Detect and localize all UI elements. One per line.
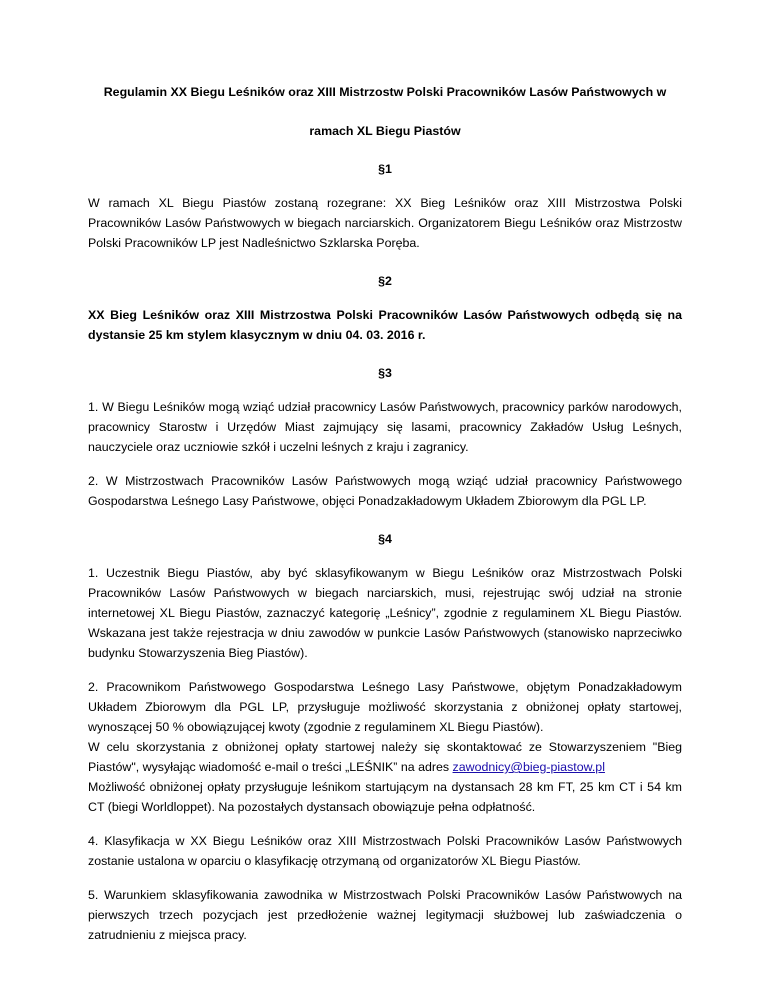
section-4-paragraph-1: 1. Uczestnik Biegu Piastów, aby być sklasyfikowanym w Biegu Leśników oraz Mistrzostwach Polski Pracowników Lasów Państwowych w biegach narciarskich, musi, rejestrując swój udział na stronie internetowej XL Biegu Piastów, zaznaczyć kategorię „Leśnicy”, zgodnie z regulaminem XL Biegu Piastów. Wskazana jest także rejestracja w dniu zawodów w punkcie Lasów Państwowych (stanowisko naprzeciwko budynku Stowarzyszenia Bieg Piastów). [88, 566, 682, 660]
section-2-paragraph: XX Bieg Leśników oraz XIII Mistrzostwa Polski Pracowników Lasów Państwowych odbędą się na dystansie 25 km stylem klasycznym w dniu 04. 03. 2016 r. [88, 308, 682, 342]
section-1-paragraph: W ramach XL Biegu Piastów zostaną rozegrane: XX Bieg Leśników oraz XIII Mistrzostwa Polski Pracowników Lasów Państwowych w biegach narciarskich. Organizatorem Biegu Leśników oraz Mistrzostw Polski Pracowników LP jest Nadleśnictwo Szklarska Poręba. [88, 196, 682, 250]
section-4-paragraph-2-part-b: W celu skorzystania z obniżonej opłaty startowej należy się skontaktować ze Stowarzyszeniem "Bieg Piastów", wysyłając wiadomość e-mail o treści „LEŚNIK” na adres [88, 740, 682, 774]
document-title-line-1: Regulamin XX Biegu Leśników oraz XIII Mistrzostw Polski Pracowników Lasów Państwowych w [103, 85, 667, 99]
section-4-paragraph-2 [88, 677, 682, 817]
document-title-line-2: ramach XL Biegu Piastów [309, 124, 461, 138]
section-4-paragraph-2-part-c: Możliwość obniżonej opłaty przysługuje leśnikom startującym na dystansach 28 km FT, 25 km CT i 54 km CT (biegi Worldloppet). Na pozostałych dystansach obowiązuje pełna odpłatność. [88, 780, 682, 814]
section-3-paragraph-2: 2. W Mistrzostwach Pracowników Lasów Państwowych mogą wziąć udział pracownicy Państwowego Gospodarstwa Leśnego Lasy Państwowe, objęci Ponadzakładowym Układem Zbiorowym dla PGL LP. [88, 474, 682, 508]
section-mark-2: §2 [378, 274, 392, 288]
section-mark-4: §4 [378, 532, 392, 546]
email-link[interactable]: zawodnicy@bieg-piastow.pl [452, 760, 605, 774]
section-mark-3: §3 [378, 366, 392, 380]
section-4-paragraph-2-part-a: 2. Pracownikom Państwowego Gospodarstwa Leśnego Lasy Państwowe, objętym Ponadzakładowym Układem Zbiorowym dla PGL LP, przysługuje możliwość skorzystania z obniżonej opłaty startowej, wynoszącej 50 % obowiązującej kwoty (zgodnie z regulaminem XL Biegu Piastów). [88, 680, 682, 734]
section-mark-1: §1 [378, 162, 392, 176]
section-3-paragraph-1: 1. W Biegu Leśników mogą wziąć udział pracownicy Lasów Państwowych, pracownicy parków narodowych, pracownicy Starostw i Urzędów Miast zajmujący się lasami, pracownicy Zakładów Usług Leśnych, nauczyciele oraz uczniowie szkół i uczelni leśnych z kraju i zagranicy. [88, 400, 682, 454]
section-4-paragraph-4: 5. Warunkiem sklasyfikowania zawodnika w Mistrzostwach Polski Pracowników Lasów Państwowych na pierwszych trzech pozycjach jest przedłożenie ważnej legitymacji służbowej lub zaświadczenia o zatrudnieniu z miejsca pracy. [88, 888, 682, 942]
section-4-paragraph-3: 4. Klasyfikacja w XX Biegu Leśników oraz XIII Mistrzostwach Polski Pracowników Lasów Państwowych zostanie ustalona w oparciu o klasyfikację otrzymaną od organizatorów XL Biegu Piastów. [88, 834, 682, 868]
